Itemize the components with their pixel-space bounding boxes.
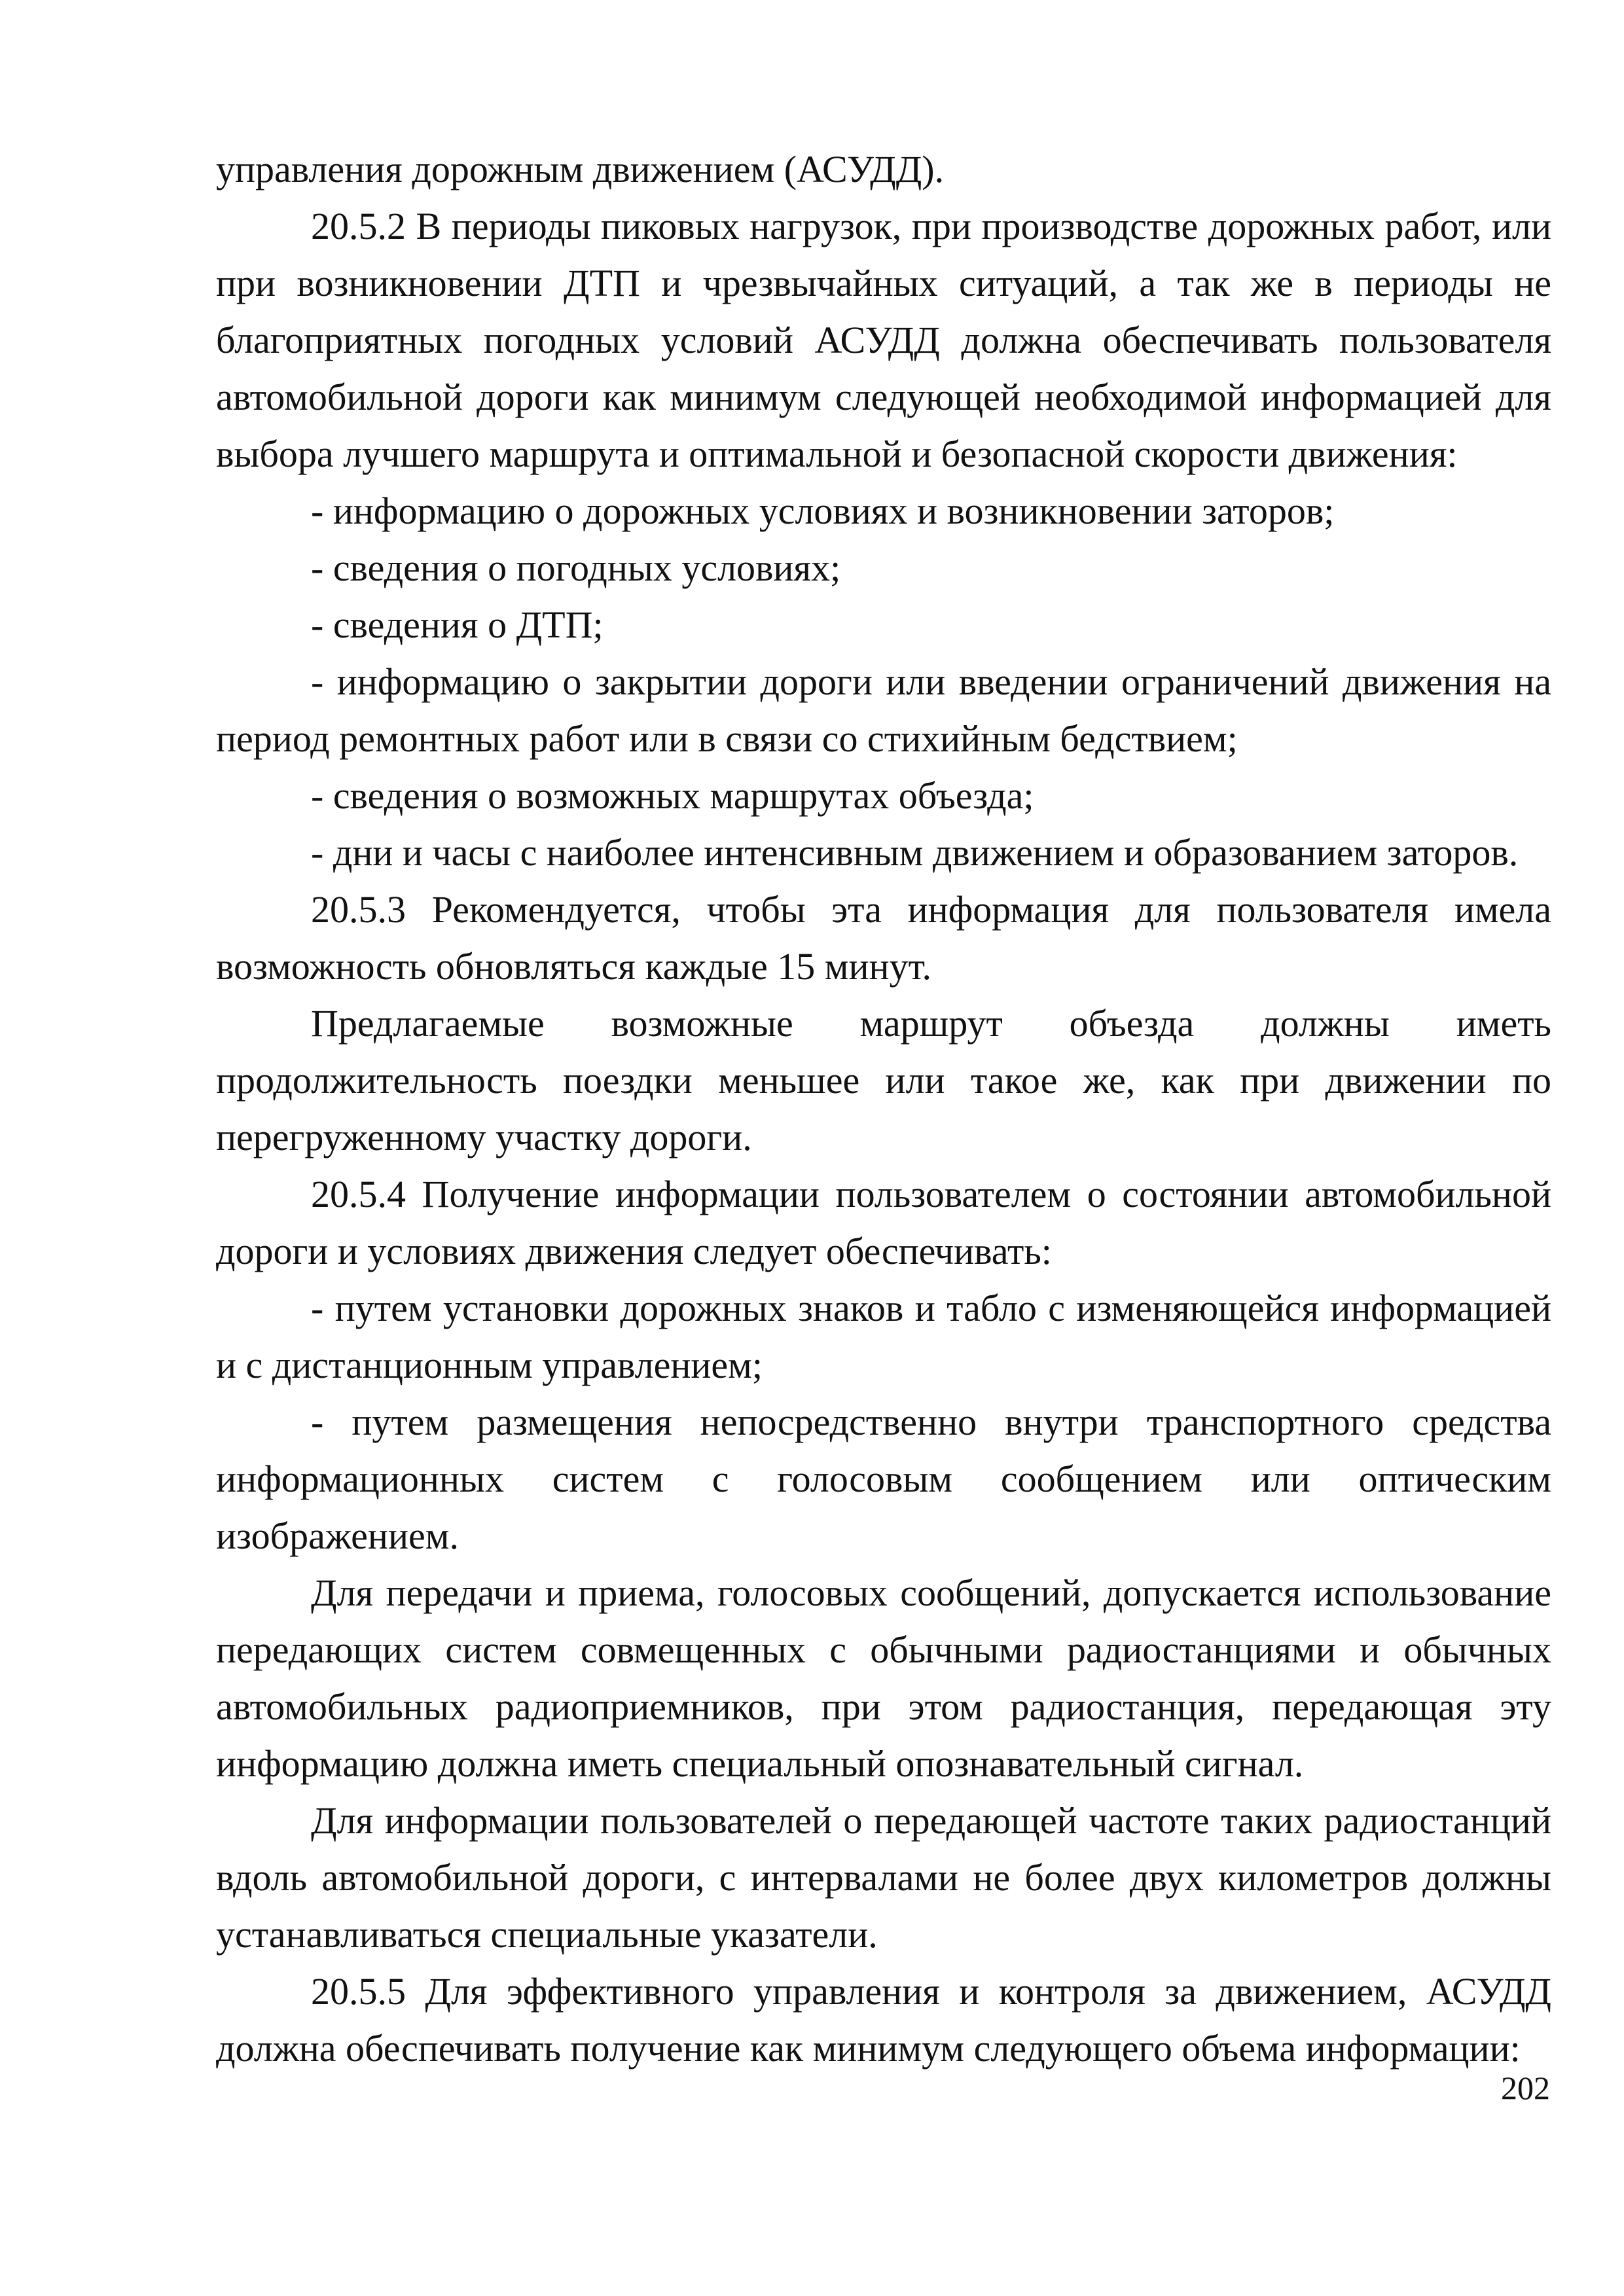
paragraph-continuation: управления дорожным движением (АСУДД). <box>216 148 945 190</box>
paragraph-20-5-2: 20.5.2 В периоды пиковых нагрузок, при производстве дорожных работ, или при возникновении ДТП и чрезвычайных ситуаций, а так же в периоды не благоприятных погодных условий АСУДД должна обеспечивать пользователя автомобильной дороги как минимум следующей необходимой информацией для выбора лучшего маршрута и оптимальной и безопасной скорости движения: <box>216 205 1551 475</box>
list-item-road-conditions: - информацию о дорожных условиях и возникновении заторов; <box>311 490 1335 532</box>
paragraph-20-5-4: 20.5.4 Получение информации пользователем о состоянии автомобильной дороги и условиях движения следует обеспечивать: <box>216 1173 1551 1272</box>
list-item-accidents: - сведения о ДТП; <box>311 603 604 646</box>
paragraph-radio-transmission: Для передачи и приема, голосовых сообщений, допускается использование передающих систем совмещенных с обычными радиостанциями и обычных автомобильных радиоприемников, при этом радиостанция, передающая эту информацию должна иметь специальный опознавательный сигнал. <box>216 1571 1551 1785</box>
list-item-road-closure: - информацию о закрытии дороги или введении ограничений движения на период ремонтных работ или в связи со стихийным бедствием; <box>216 660 1551 760</box>
paragraph-radio-frequency-signs: Для информации пользователей о передающей частоте таких радиостанций вдоль автомобильной дороги, с интервалами не более двух километров должны устанавливаться специальные указатели. <box>216 1799 1551 1956</box>
list-item-peak-times: - дни и часы с наиболее интенсивным движением и образованием заторов. <box>311 831 1519 874</box>
list-item-detour-routes: - сведения о возможных маршрутах объезда; <box>311 774 1034 817</box>
page-number: 202 <box>1501 2070 1550 2106</box>
paragraph-detour-duration: Предлагаемые возможные маршрут объезда должны иметь продолжительность поездки меньшее или такое же, как при движении по перегруженному участку дороги. <box>216 1002 1551 1158</box>
list-item-road-signs: - путем установки дорожных знаков и табло с изменяющейся информацией и с дистанционным управлением; <box>216 1287 1551 1386</box>
list-item-in-vehicle-systems: - путем размещения непосредственно внутри транспортного средства информационных систем с голосовым сообщением или оптическим изображением. <box>216 1401 1551 1557</box>
paragraph-20-5-3: 20.5.3 Рекомендуется, чтобы эта информация для пользователя имела возможность обновляться каждые 15 минут. <box>216 888 1551 988</box>
paragraph-20-5-5: 20.5.5 Для эффективного управления и контроля за движением, АСУДД должна обеспечивать получение как минимум следующего объема информации: <box>216 1970 1551 2070</box>
text-body <box>216 141 1551 2077</box>
list-item-weather: - сведения о погодных условиях; <box>311 547 841 589</box>
